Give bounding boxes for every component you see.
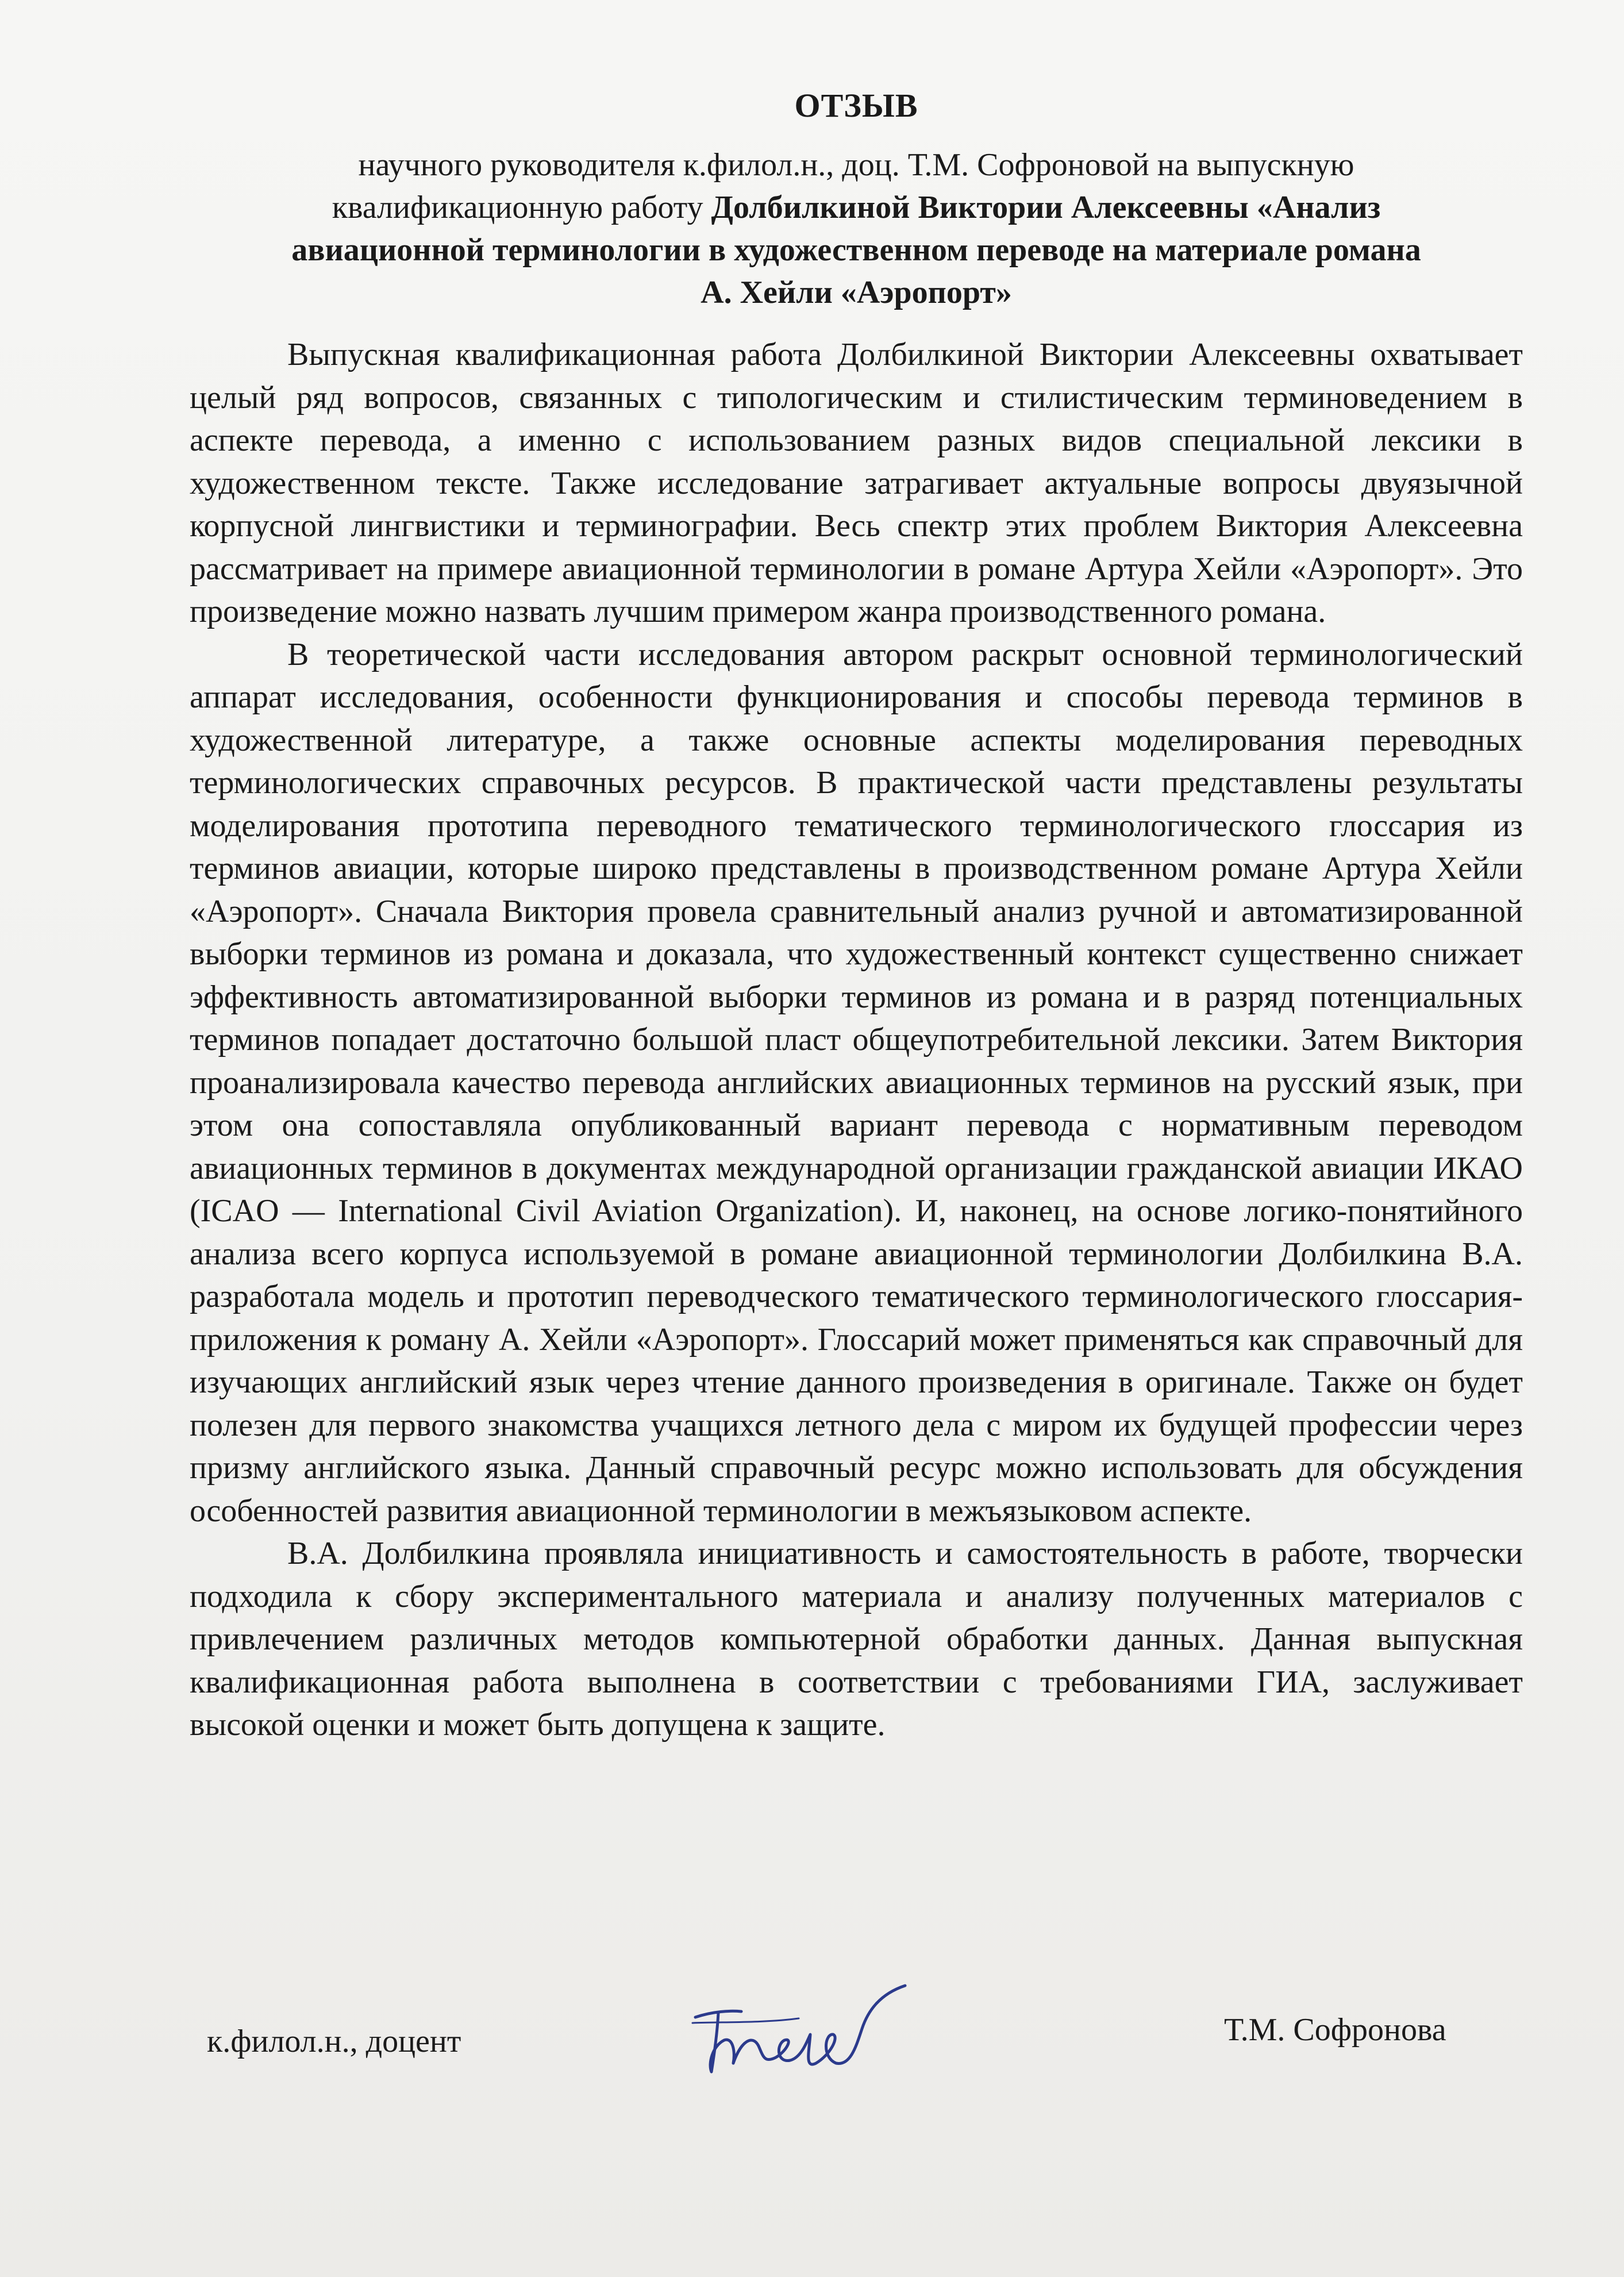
paragraph-2: В теоретической части исследования автором раскрыт основной терминологический аппарат исследования, особенности функционирования и способы перевода терминов в художественной литературе, а также основные аспекты моделирования переводных терминологических справочных ресурсов. В практической части представлены результаты моделирования прототипа переводного тематического терминологического глоссария из терминов авиации, которые широко представлены в производственном романе Артура Хейли «Аэропорт». Сначала Виктория провела сравнительный анализ ручной и автоматизированной выборки терминов из романа и доказала, что художественный контекст существенно снижает эффективность автоматизированной выборки терминов из романа и в разряд потенциальных терминов попадает достаточно большой пласт общеупотребительной лексики. Затем Виктория проанализировала качество перевода английских авиационных терминов на русский язык, при этом она сопоставляла опубликованный вариант перевода с нормативным переводом авиационных терминов в документах международной организации гражданской авиации ИКАО (ICAO — International Civil Aviation Organization). И, наконец, на основе логико-понятийного анализа всего корпуса используемой в романе авиационной терминологии Долбилкина В.А. разработала модель и прототип переводческого тематического терминологического глоссария-приложения к роману А. Хейли «Аэропорт». Глоссарий может применяться как справочный для изучающих английский язык через чтение данного произведения в оригинале. Также он будет полезен для первого знакомства учащихся летного дела с миром их будущей профессии через призму английского языка. Данный справочный ресурс можно использовать для обсуждения особенностей развития авиационной терминологии в межъязыковом аспекте. xyxy=(190,636,1523,1529)
signature-block xyxy=(190,1977,1523,2092)
subtitle-line-1: научного руководителя к.филол.н., доц. Т.М. Софроновой на выпускную xyxy=(358,147,1354,183)
paragraph-1: Выпускная квалификационная работа Долбилкиной Виктории Алексеевны охватывает целый ряд вопросов, связанных с типологическим и стилистическим терминоведением в аспекте перевода, а именно с использованием разных видов специальной лексики в художественном тексте. Также исследование затрагивает актуальные вопросы двуязычной корпусной лингвистики и терминографии. Весь спектр этих проблем Виктория Алексеевна рассматривает на примере авиационной терминологии в романе Артура Хейли «Аэропорт». Это произведение можно назвать лучшим примером жанра производственного романа. xyxy=(190,337,1523,629)
subtitle-line-2-bold: Долбилкиной Виктории Алексеевны «Анализ xyxy=(711,190,1381,225)
subtitle-line-2 xyxy=(190,186,1523,229)
subtitle-line-2-normal: квалификационную работу xyxy=(332,190,711,225)
paragraph-3: В.А. Долбилкина проявляла инициативность и самостоятельность в работе, творчески подходила к сбору экспериментального материала и анализу полученных материалов с привлечением различных методов компьютерной обработки данных. Данная выпускная квалификационная работа выполнена в соответствии с требованиями ГИА, заслуживает высокой оценки и может быть допущена к защите. xyxy=(190,1536,1523,1743)
document-body xyxy=(190,333,1523,1747)
subtitle-line-3-bold: авиационной терминологии в художественном переводе на материале романа xyxy=(291,232,1421,268)
handwritten-signature xyxy=(678,1977,919,2086)
document-subtitle xyxy=(190,144,1523,314)
document-sheet xyxy=(190,86,1523,2213)
subtitle-line-4 xyxy=(190,271,1523,314)
subtitle-line-3 xyxy=(190,229,1523,271)
document-title: ОТЗЫВ xyxy=(794,87,918,124)
signer-position: к.филол.н., доцент xyxy=(207,2024,461,2059)
signer-name: Т.М. Софронова xyxy=(1224,2012,1446,2048)
subtitle-line-4-bold: А. Хейли «Аэропорт» xyxy=(701,275,1012,310)
